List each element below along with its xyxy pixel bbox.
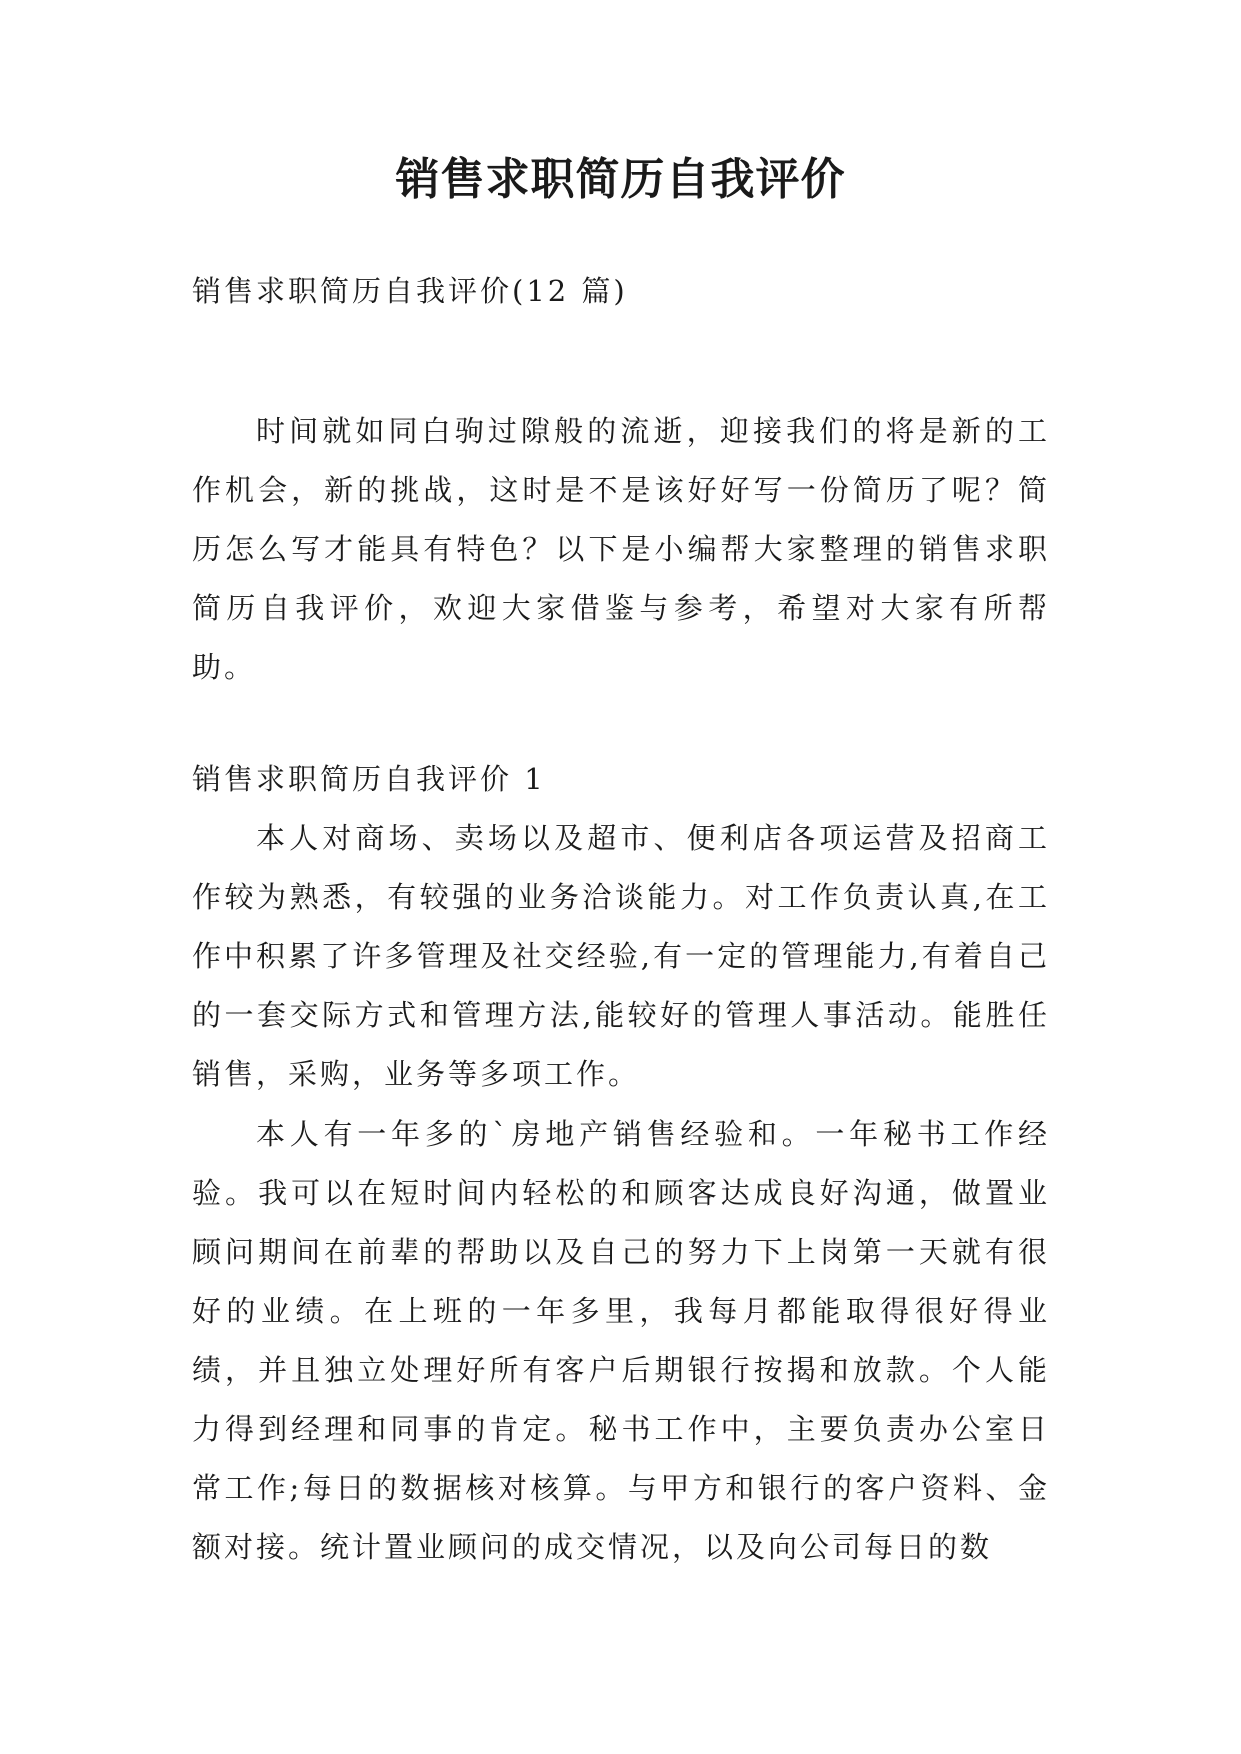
body-paragraph: 本人有一年多的`房地产销售经验和。一年秘书工作经验。我可以在短时间内轻松的和顾客达成良好沟通，做置业顾问期间在前辈的帮助以及自己的努力下上岗第一天就有很好的业绩。在上班的一年多里，我每月都能取得很好得业绩，并且独立处理好所有客户后期银行按揭和放款。个人能力得到经理和同事的肯定。秘书工作中，主要负责办公室日常工作;每日的数据核对核算。与甲方和银行的客户资料、金额对接。统计置业顾问的成交情况，以及向公司每日的数 [192,1117,1050,1564]
document-title: 销售求职简历自我评价 [395,154,846,205]
section-heading: 销售求职简历自我评价 1 [192,762,546,796]
intro-paragraph: 时间就如同白驹过隙般的流逝，迎接我们的将是新的工作机会，新的挑战，这时是不是该好好写一份简历了呢？简历怎么写才能具有特色？以下是小编帮大家整理的销售求职简历自我评价，欢迎大家借鉴与参考，希望对大家有所帮助。 [192,414,1050,684]
body-paragraph: 本人对商场、卖场以及超市、便利店各项运营及招商工作较为熟悉，有较强的业务洽谈能力。对工作负责认真,在工作中积累了许多管理及社交经验,有一定的管理能力,有着自己的一套交际方式和管理方法,能较好的管理人事活动。能胜任销售，采购，业务等多项工作。 [192,821,1050,1091]
document-subtitle: 销售求职简历自我评价(12 篇) [192,274,628,308]
